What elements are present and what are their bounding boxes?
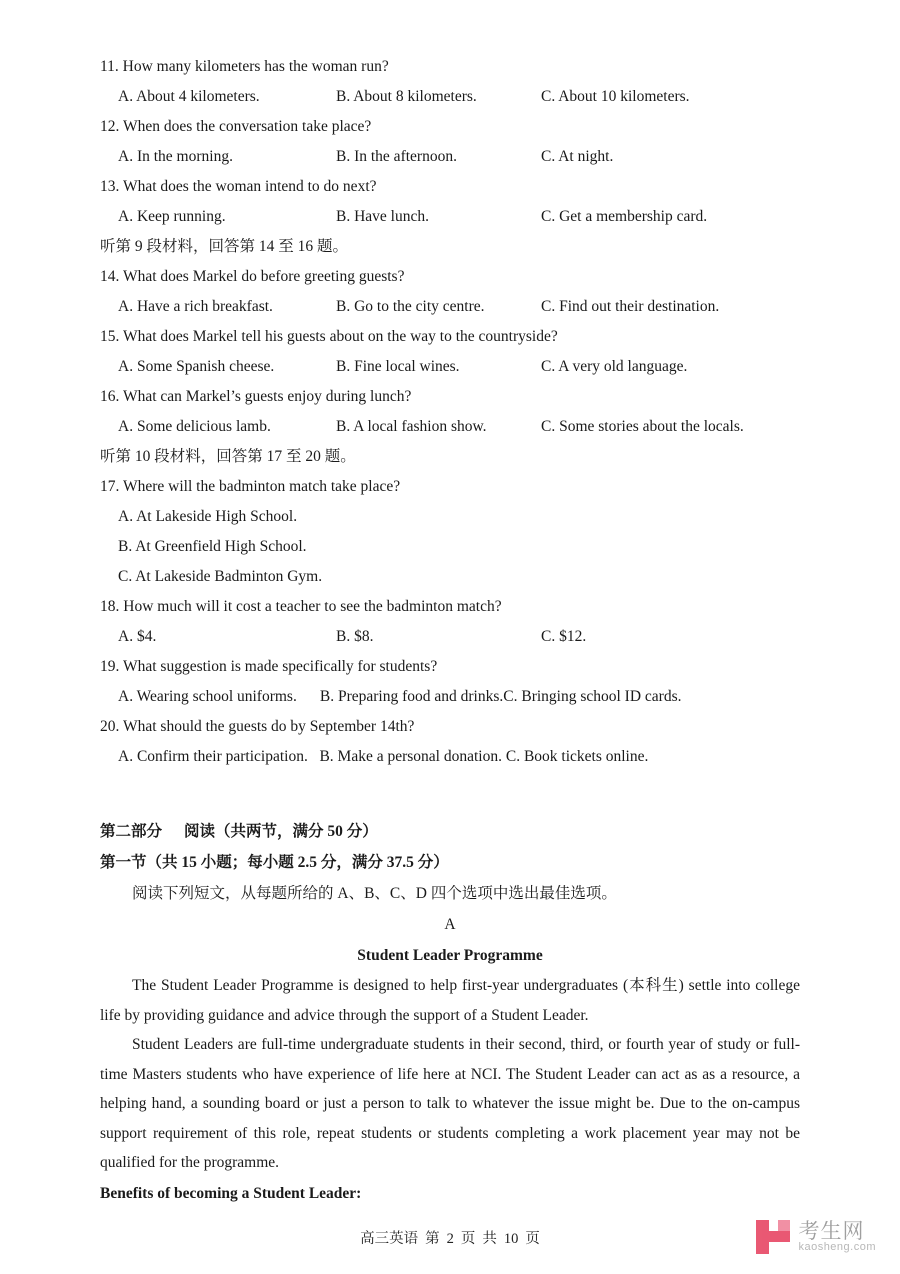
option-c: C. Some stories about the locals. (541, 418, 744, 435)
passage-title: Student Leader Programme (357, 947, 543, 964)
option-row (100, 202, 800, 232)
question-stem: 11. How many kilometers has the woman run? (100, 58, 389, 75)
option-row (100, 742, 800, 772)
option-c: C. A very old language. (541, 358, 688, 375)
option-a: A. In the morning. (118, 148, 233, 165)
footer-page-label: 第 (425, 1231, 440, 1247)
watermark (756, 1220, 876, 1254)
section-one-heading: 第一节（共 15 小题；每小题 2.5 分，满分 37.5 分） (100, 854, 449, 871)
passage-paragraph-1: The Student Leader Programme is designed to help first-year undergraduates (本科生) settle into college life by providing guidance and advice through the support of a Student Leader. (100, 977, 800, 1024)
benefits-heading: Benefits of becoming a Student Leader: (100, 1184, 362, 1202)
passage-letter: A (444, 916, 456, 933)
option-b: B. Have lunch. (336, 208, 429, 225)
part-two-label: 第二部分 (100, 823, 163, 840)
option-a: A. Keep running. (118, 208, 226, 225)
option-a: A. Confirm their participation. (118, 748, 308, 765)
option-bc: B. Make a personal donation. C. Book tickets online. (319, 748, 649, 765)
question-stem: 18. How much will it cost a teacher to see the badminton match? (100, 598, 502, 615)
question-stem: 16. What can Markel’s guests enjoy during lunch? (100, 388, 412, 405)
option-c: C. $12. (541, 628, 587, 645)
option-row (100, 142, 800, 172)
footer-page-unit: 页 (460, 1231, 476, 1247)
section-spacer (100, 772, 800, 802)
question-stem: 14. What does Markel do before greeting guests? (100, 268, 405, 285)
part-two-title: 阅读（共两节，满分 50 分） (184, 823, 378, 840)
section-instruction: 阅读下列短文，从每题所给的 A、B、C、D 四个选项中选出最佳选项。 (132, 885, 617, 902)
option-c: C. At Lakeside Badminton Gym. (118, 568, 323, 585)
question-stem: 19. What suggestion is made specifically for students? (100, 658, 438, 675)
passage-paragraph-2: Student Leaders are full-time undergraduate students in their second, third, or fourth year of study or full-time Masters students who have experience of life here at NCI. The Student Leader can act as as a resource, a helping hand, a sounding board or just a person to talk to whatever the issue might be. Due to the on-campus support requirement of this role, repeat students or students completing a work placement year may not be qualified for the programme. (100, 1036, 800, 1171)
section-spacer-2 (100, 802, 800, 816)
question-stem: 17. Where will the badminton match take place? (100, 478, 401, 495)
question-stem: 20. What should the guests do by September 14th? (100, 718, 415, 735)
option-bc: B. Preparing food and drinks.C. Bringing school ID cards. (319, 688, 682, 705)
option-b: B. About 8 kilometers. (336, 88, 477, 105)
footer-subject: 高三英语 (360, 1231, 419, 1247)
option-row (100, 622, 800, 652)
footer-page-number: 2 (446, 1231, 454, 1247)
footer-total-unit: 页 (525, 1231, 540, 1247)
option-row (100, 82, 800, 112)
listening-direction-10: 听第 10 段材料，回答第 17 至 20 题。 (100, 448, 356, 465)
question-stem: 15. What does Markel tell his guests about on the way to the countryside? (100, 328, 558, 345)
option-a: A. About 4 kilometers. (118, 88, 260, 105)
option-c: C. At night. (541, 148, 614, 165)
question-stem: 13. What does the woman intend to do next? (100, 178, 377, 195)
option-b: B. At Greenfield High School. (118, 538, 307, 555)
option-row (100, 412, 800, 442)
brand-logo-icon (756, 1220, 790, 1254)
option-b: B. Fine local wines. (336, 358, 460, 375)
option-a: A. Some Spanish cheese. (118, 358, 275, 375)
option-row (100, 682, 800, 712)
watermark-text (798, 1220, 876, 1254)
option-row (100, 352, 800, 382)
option-a: A. At Lakeside High School. (118, 508, 298, 525)
option-c: C. About 10 kilometers. (541, 88, 690, 105)
option-b: B. $8. (336, 628, 374, 645)
option-a: A. $4. (118, 628, 157, 645)
option-c: C. Get a membership card. (541, 208, 708, 225)
option-a: A. Some delicious lamb. (118, 418, 271, 435)
option-b: B. Go to the city centre. (336, 298, 485, 315)
option-b: B. A local fashion show. (336, 418, 487, 435)
option-row (100, 292, 800, 322)
option-a: A. Wearing school uniforms. (118, 688, 297, 705)
footer-total-number: 10 (503, 1231, 519, 1247)
footer-total-label: 共 (482, 1231, 497, 1247)
watermark-cn: 考生网 (798, 1219, 865, 1244)
part-two-heading (100, 816, 800, 847)
question-stem: 12. When does the conversation take place? (100, 118, 372, 135)
watermark-en: kaosheng.com (798, 1241, 876, 1254)
option-c: C. Find out their destination. (541, 298, 720, 315)
listening-direction-9: 听第 9 段材料，回答第 14 至 16 题。 (100, 238, 349, 255)
option-a: A. Have a rich breakfast. (118, 298, 273, 315)
option-b: B. In the afternoon. (336, 148, 457, 165)
